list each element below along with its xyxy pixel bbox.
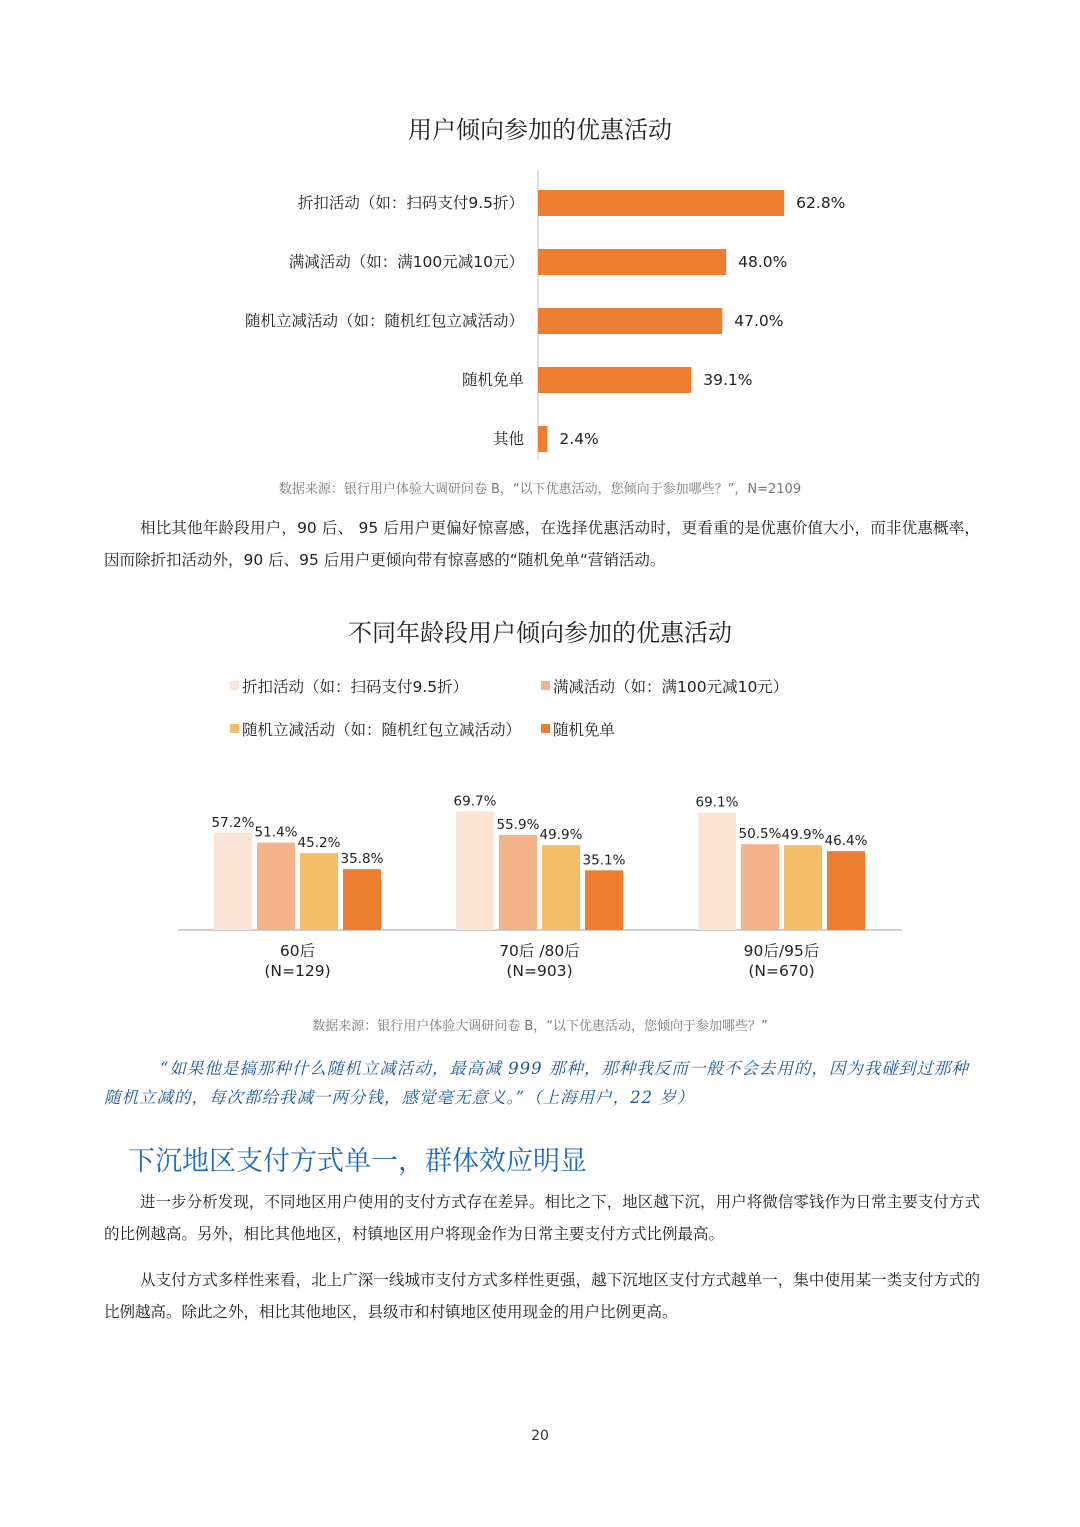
chart1-bar — [538, 426, 547, 452]
chart2-bar — [585, 870, 623, 930]
chart2-bar — [542, 845, 580, 930]
chart2-bar — [343, 869, 381, 930]
legend-label: 折扣活动（如：扫码支付9.5折） — [242, 678, 469, 696]
chart2-grouped-bar-chart — [0, 770, 1080, 990]
chart2-category-label: 90后/95后 — [743, 942, 820, 960]
chart1-value-label: 48.0% — [738, 253, 788, 271]
chart1-title: 用户倾向参加的优惠活动 — [408, 116, 672, 144]
chart2-bar — [214, 833, 252, 930]
chart1-value-label: 47.0% — [734, 312, 784, 330]
chart2-value-label: 51.4% — [254, 824, 298, 841]
chart1-category-label: 满减活动（如：满100元减10元） — [288, 253, 524, 271]
chart1-bar — [538, 249, 726, 275]
chart2-value-label: 69.7% — [453, 793, 497, 810]
chart1-source: 数据来源：银行用户体验大调研问卷 B，“以下优惠活动，您倾向于参加哪些？”，N=2109 — [278, 482, 802, 497]
chart2-legend-item-1 — [230, 675, 468, 697]
chart2-category-label: (N=129) — [264, 962, 331, 980]
chart2-value-label: 35.8% — [340, 851, 384, 868]
chart1-category-label: 随机立减活动（如：随机红包立减活动） — [244, 312, 524, 330]
chart2-bar — [784, 845, 822, 930]
chart1-value-label: 2.4% — [559, 430, 599, 448]
paragraph-age-preference: 相比其他年龄段用户，90 后、 95 后用户更偏好惊喜感，在选择优惠活动时，更看重的是优惠价值大小，而非优惠概率，因而除折扣活动外，90 后、95 后用户更倾向带有惊喜感的“随机免单“营销活动。 — [104, 519, 980, 569]
chart1-value-label: 39.1% — [703, 371, 753, 389]
chart1-category-label: 折扣活动（如：扫码支付9.5折） — [297, 194, 524, 212]
chart2-value-label: 46.4% — [824, 833, 868, 850]
legend-swatch — [541, 724, 550, 733]
chart2-value-label: 57.2% — [211, 814, 255, 831]
chart2-category-label: 70后 /80后 — [499, 942, 580, 960]
chart2-bar — [456, 812, 494, 930]
chart2-bar — [827, 851, 865, 930]
section-heading: 下沉地区支付方式单一，群体效应明显 — [128, 1146, 587, 1177]
paragraph-payment-diversity: 从支付方式多样性来看，北上广深一线城市支付方式多样性更强，越下沉地区支付方式越单一，集中使用某一类支付方式的比例越高。除此之外，相比其他地区，县级市和村镇地区使用现金的用户比例更高。 — [104, 1271, 980, 1321]
chart1-category-label: 其他 — [492, 430, 524, 448]
chart2-bar — [300, 853, 338, 930]
chart2-value-label: 50.5% — [738, 826, 782, 843]
chart1-bar-chart — [0, 170, 1080, 470]
chart2-legend-item-2 — [541, 675, 788, 697]
legend-label: 随机立减活动（如：随机红包立减活动） — [242, 721, 522, 739]
chart1-value-label: 62.8% — [796, 194, 846, 212]
chart1-bar — [538, 367, 691, 393]
legend-swatch — [541, 681, 550, 690]
chart2-bar — [499, 835, 537, 930]
chart2-bar — [698, 813, 736, 930]
chart2-value-label: 49.9% — [539, 827, 583, 844]
paragraph-regional-difference: 进一步分析发现，不同地区用户使用的支付方式存在差异。相比之下，地区越下沉，用户将微信零钱作为日常主要支付方式的比例越高。另外，相比其他地区，村镇地区用户将现金作为日常主要支付方式比例最高。 — [104, 1193, 980, 1243]
page-number: 20 — [531, 1428, 549, 1444]
chart2-value-label: 69.1% — [695, 794, 739, 811]
chart2-legend-item-4 — [541, 718, 615, 740]
chart2-source: 数据来源：银行用户体验大调研问卷 B，“以下优惠活动，您倾向于参加哪些？” — [312, 1019, 768, 1034]
chart2-bar — [257, 843, 295, 930]
chart2-value-label: 55.9% — [496, 816, 540, 833]
user-quote: “如果他是搞那种什么随机立减活动，最高减 999 那种，那种我反而一般不会去用的，因为我碰到过那种随机立减的，每次都给我减一两分钱，感觉毫无意义。”（上海用户，22 岁） — [104, 1059, 969, 1107]
chart2-legend-item-3 — [230, 718, 521, 740]
chart2-category-label: 60后 — [279, 942, 316, 960]
chart2-title: 不同年龄段用户倾向参加的优惠活动 — [348, 619, 732, 647]
legend-swatch — [230, 724, 239, 733]
chart2-category-label: (N=903) — [506, 962, 573, 980]
chart1-bar — [538, 190, 784, 216]
chart2-category-label: (N=670) — [748, 962, 815, 980]
chart2-bar — [741, 844, 779, 930]
chart2-value-label: 35.1% — [582, 852, 626, 869]
chart1-category-label: 随机免单 — [461, 371, 524, 389]
legend-swatch — [230, 681, 239, 690]
chart2-value-label: 49.9% — [781, 827, 825, 844]
legend-label: 随机免单 — [553, 721, 616, 739]
chart2-value-label: 45.2% — [297, 835, 341, 852]
legend-label: 满减活动（如：满100元减10元） — [553, 678, 789, 696]
chart1-bar — [538, 308, 722, 334]
